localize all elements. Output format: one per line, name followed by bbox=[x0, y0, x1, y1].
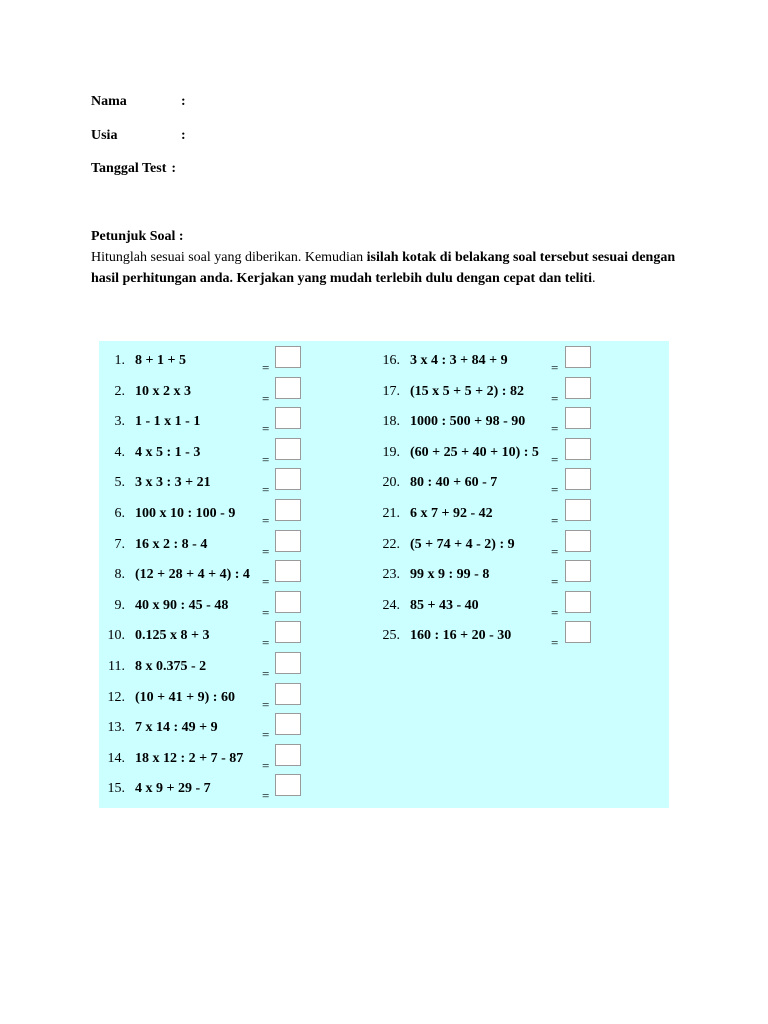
instructions-plain-end: . bbox=[592, 271, 596, 286]
question-item bbox=[374, 494, 604, 528]
usia-label: Usia bbox=[91, 128, 118, 143]
question-number: 5. bbox=[114, 475, 125, 491]
equals-sign: = bbox=[262, 604, 270, 620]
answer-box[interactable] bbox=[275, 407, 301, 429]
nama-colon: : bbox=[181, 94, 186, 109]
answer-box[interactable] bbox=[565, 407, 591, 429]
question-expression: 99 x 9 : 99 - 8 bbox=[410, 567, 490, 583]
instructions-plain-start: Hitunglah sesuai soal yang diberikan. Kemudian bbox=[91, 250, 367, 265]
question-number: 8. bbox=[114, 567, 125, 583]
question-expression: 3 x 4 : 3 + 84 + 9 bbox=[410, 353, 508, 368]
answer-box[interactable] bbox=[275, 774, 301, 796]
question-item bbox=[99, 769, 329, 804]
question-item bbox=[99, 708, 329, 743]
equals-sign: = bbox=[262, 543, 270, 559]
question-expression: 18 x 12 : 2 + 7 - 87 bbox=[135, 750, 244, 766]
equals-sign: = bbox=[551, 360, 559, 375]
instructions-bold: isilah kotak di belakang soal tersebut sesuai dengan hasil perhitungan anda. Kerjakan yang mudah terlebih dulu dengan cepat dan teliti bbox=[91, 250, 676, 286]
question-item bbox=[99, 525, 329, 559]
question-item bbox=[99, 586, 329, 620]
equals-sign: = bbox=[262, 360, 270, 375]
nama-label: Nama bbox=[91, 94, 127, 109]
question-number: 20. bbox=[382, 475, 400, 491]
question-number: 9. bbox=[114, 597, 125, 613]
equals-sign: = bbox=[262, 513, 270, 528]
question-number: 15. bbox=[107, 781, 125, 797]
question-expression: 4 x 5 : 1 - 3 bbox=[135, 444, 201, 460]
question-expression: 1 - 1 x 1 - 1 bbox=[135, 414, 201, 430]
question-number: 25. bbox=[382, 628, 400, 644]
answer-box[interactable] bbox=[275, 499, 301, 521]
question-expression: 8 x 0.375 - 2 bbox=[135, 659, 207, 674]
answer-box[interactable] bbox=[275, 560, 301, 582]
question-number: 16. bbox=[382, 353, 400, 368]
question-item bbox=[374, 341, 604, 375]
question-number: 23. bbox=[382, 567, 400, 583]
answer-box[interactable] bbox=[275, 377, 301, 399]
question-item bbox=[374, 525, 604, 559]
equals-sign: = bbox=[262, 390, 270, 406]
answer-box[interactable] bbox=[565, 438, 591, 460]
question-expression: 80 : 40 + 60 - 7 bbox=[410, 475, 498, 491]
question-item bbox=[99, 647, 329, 681]
question-number: 11. bbox=[108, 659, 125, 674]
question-expression: 40 x 90 : 45 - 48 bbox=[135, 597, 229, 613]
equals-sign: = bbox=[551, 482, 559, 498]
question-item bbox=[99, 372, 329, 406]
equals-sign: = bbox=[262, 727, 270, 743]
equals-sign: = bbox=[551, 574, 559, 590]
question-expression: 1000 : 500 + 98 - 90 bbox=[410, 414, 526, 430]
equals-sign: = bbox=[262, 757, 270, 773]
answer-box[interactable] bbox=[275, 591, 301, 613]
question-number: 1. bbox=[114, 353, 125, 368]
answer-box[interactable] bbox=[565, 346, 591, 368]
question-item bbox=[374, 555, 604, 590]
tanggal-row bbox=[91, 160, 176, 178]
question-expression: 100 x 10 : 100 - 9 bbox=[135, 506, 236, 521]
question-number: 3. bbox=[114, 414, 125, 430]
usia-colon: : bbox=[181, 128, 186, 143]
answer-box[interactable] bbox=[275, 346, 301, 368]
question-number: 2. bbox=[114, 383, 125, 399]
question-number: 22. bbox=[382, 536, 400, 552]
question-number: 19. bbox=[382, 444, 400, 460]
equals-sign: = bbox=[262, 451, 270, 467]
question-number: 7. bbox=[114, 536, 125, 552]
equals-sign: = bbox=[551, 390, 559, 406]
equals-sign: = bbox=[262, 421, 270, 437]
equals-sign: = bbox=[551, 513, 559, 528]
answer-box[interactable] bbox=[275, 683, 301, 705]
question-expression: (5 + 74 + 4 - 2) : 9 bbox=[410, 536, 515, 552]
tanggal-colon: : bbox=[171, 161, 177, 176]
question-item bbox=[99, 739, 329, 773]
question-number: 17. bbox=[382, 383, 400, 399]
question-item bbox=[99, 678, 329, 712]
answer-box[interactable] bbox=[565, 468, 591, 490]
answer-box[interactable] bbox=[275, 744, 301, 766]
equals-sign: = bbox=[551, 543, 559, 559]
question-panel bbox=[99, 341, 669, 808]
question-number: 14. bbox=[107, 750, 125, 766]
answer-box[interactable] bbox=[565, 377, 591, 399]
answer-box[interactable] bbox=[275, 652, 301, 674]
equals-sign: = bbox=[551, 421, 559, 437]
question-number: 10. bbox=[107, 628, 125, 644]
answer-box[interactable] bbox=[565, 530, 591, 552]
answer-box[interactable] bbox=[275, 530, 301, 552]
equals-sign: = bbox=[262, 788, 270, 804]
question-number: 4. bbox=[114, 444, 125, 460]
answer-box[interactable] bbox=[565, 499, 591, 521]
answer-box[interactable] bbox=[565, 591, 591, 613]
question-number: 24. bbox=[382, 597, 400, 613]
usia-row bbox=[91, 127, 186, 145]
answer-box[interactable] bbox=[565, 560, 591, 582]
question-number: 12. bbox=[107, 689, 125, 705]
question-item bbox=[99, 494, 329, 528]
question-expression: 10 x 2 x 3 bbox=[135, 383, 191, 399]
question-item bbox=[374, 586, 604, 620]
question-expression: (10 + 41 + 9) : 60 bbox=[135, 689, 235, 705]
equals-sign: = bbox=[262, 666, 270, 681]
nama-row bbox=[91, 93, 186, 111]
equals-sign: = bbox=[551, 451, 559, 467]
equals-sign: = bbox=[262, 635, 270, 651]
question-item bbox=[374, 402, 604, 437]
question-expression: (12 + 28 + 4 + 4) : 4 bbox=[135, 567, 250, 583]
instructions-text bbox=[91, 247, 681, 289]
question-number: 13. bbox=[107, 720, 125, 736]
question-number: 18. bbox=[382, 414, 400, 430]
equals-sign: = bbox=[262, 574, 270, 590]
question-expression: 6 x 7 + 92 - 42 bbox=[410, 506, 493, 521]
question-expression: (15 x 5 + 5 + 2) : 82 bbox=[410, 383, 524, 399]
question-expression: 3 x 3 : 3 + 21 bbox=[135, 475, 211, 491]
question-expression: 16 x 2 : 8 - 4 bbox=[135, 536, 208, 552]
question-expression: 85 + 43 - 40 bbox=[410, 597, 479, 613]
question-expression: 7 x 14 : 49 + 9 bbox=[135, 720, 218, 736]
question-item bbox=[99, 616, 329, 651]
tanggal-label: Tanggal Test bbox=[91, 161, 167, 176]
question-expression: 160 : 16 + 20 - 30 bbox=[410, 628, 512, 644]
equals-sign: = bbox=[262, 482, 270, 498]
question-item bbox=[99, 402, 329, 437]
equals-sign: = bbox=[262, 696, 270, 712]
question-expression: (60 + 25 + 40 + 10) : 5 bbox=[410, 444, 539, 460]
answer-box[interactable] bbox=[275, 713, 301, 735]
question-item bbox=[99, 341, 329, 375]
question-item bbox=[99, 555, 329, 590]
question-number: 6. bbox=[114, 506, 125, 521]
equals-sign: = bbox=[551, 635, 559, 651]
answer-box[interactable] bbox=[275, 468, 301, 490]
answer-box[interactable] bbox=[565, 621, 591, 643]
question-item bbox=[99, 463, 329, 498]
answer-box[interactable] bbox=[275, 621, 301, 643]
instructions-title: Petunjuk Soal : bbox=[91, 229, 184, 244]
question-expression: 4 x 9 + 29 - 7 bbox=[135, 781, 211, 797]
question-item bbox=[99, 433, 329, 467]
question-item bbox=[374, 463, 604, 498]
question-item bbox=[374, 616, 604, 651]
equals-sign: = bbox=[551, 604, 559, 620]
answer-box[interactable] bbox=[275, 438, 301, 460]
question-item bbox=[374, 372, 604, 406]
question-number: 21. bbox=[382, 506, 400, 521]
question-expression: 0.125 x 8 + 3 bbox=[135, 628, 210, 644]
question-item bbox=[374, 433, 604, 467]
question-expression: 8 + 1 + 5 bbox=[135, 353, 186, 368]
